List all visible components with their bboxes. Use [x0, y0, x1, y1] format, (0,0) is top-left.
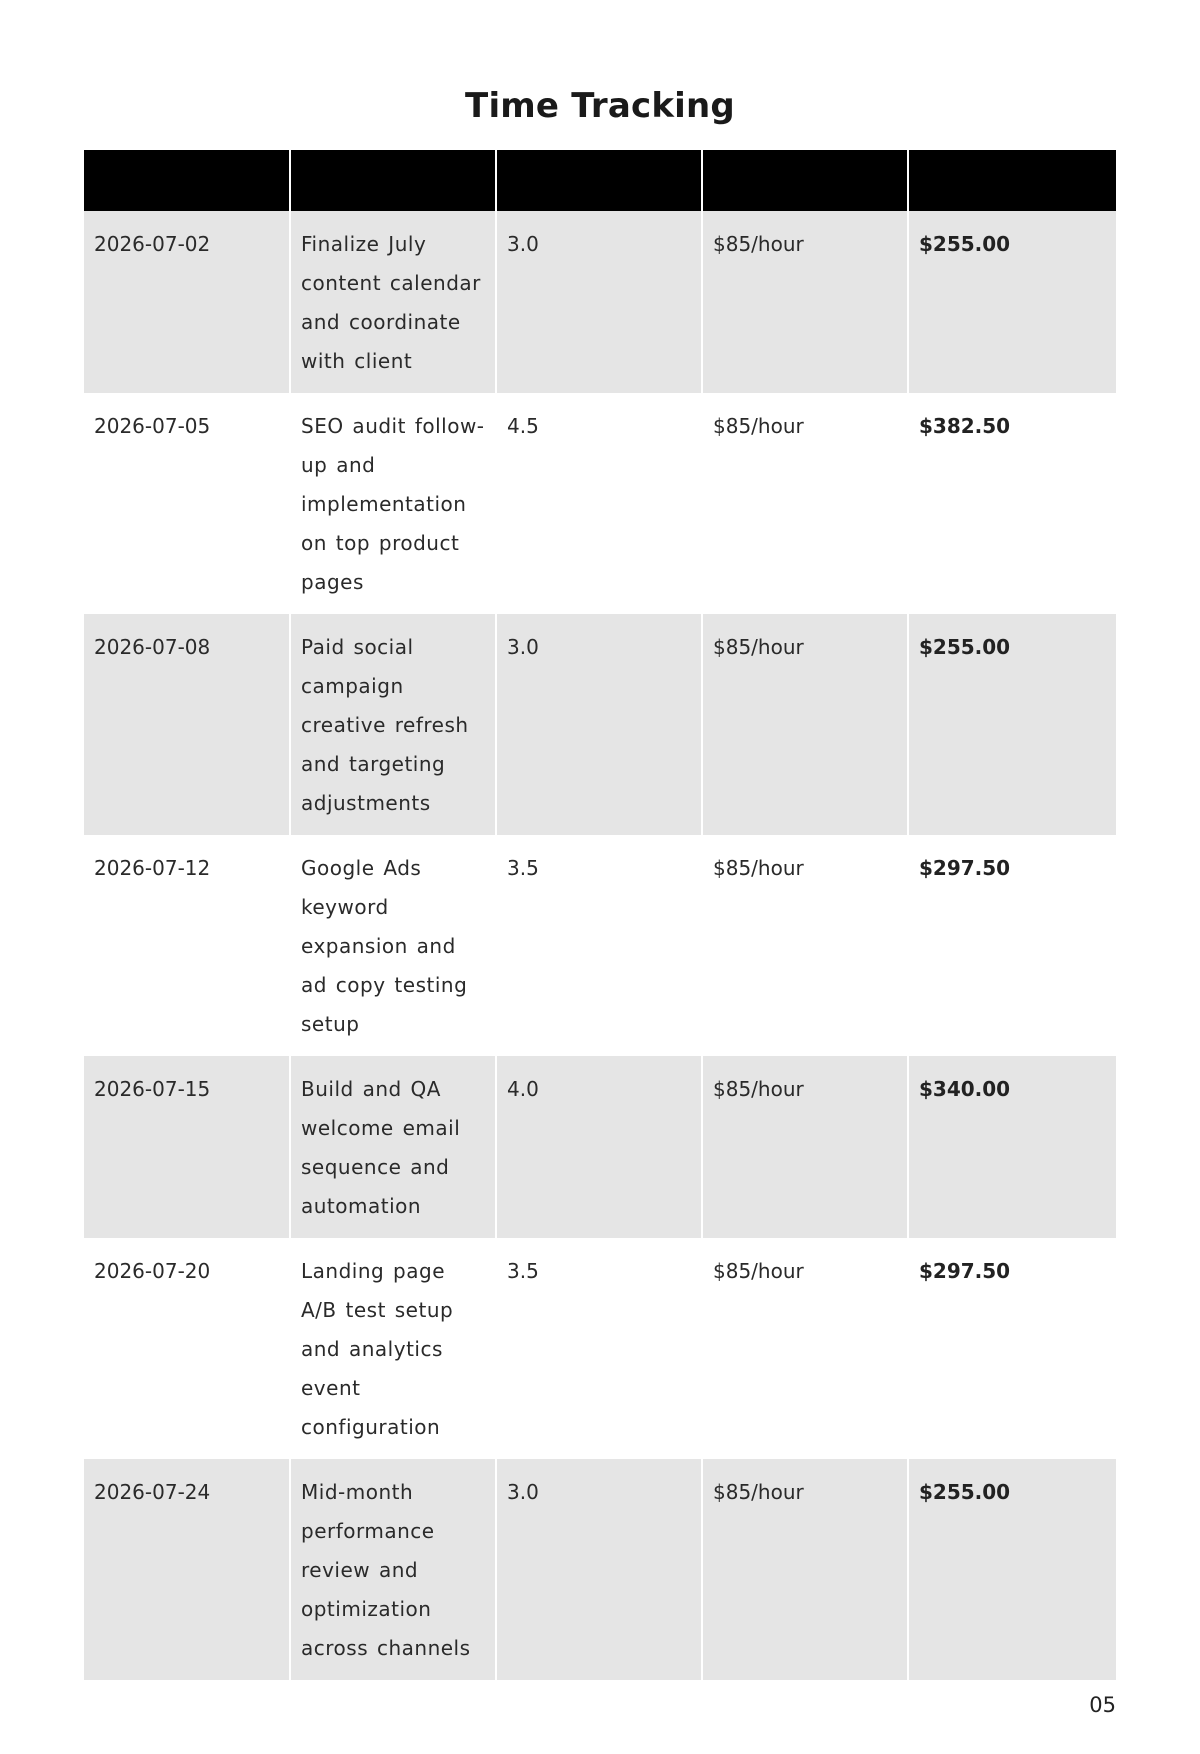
- table-row: [84, 211, 1116, 393]
- cell-amount: $382.50: [908, 393, 1116, 614]
- cell-hours: 3.0: [496, 1459, 702, 1680]
- cell-date: 2026-07-05: [84, 393, 290, 614]
- cell-hours: 3.5: [496, 1238, 702, 1459]
- cell-date: 2026-07-02: [84, 211, 290, 393]
- table-row: [84, 1459, 1116, 1680]
- cell-description: Paid social campaign creative refresh and targeting adjustments: [290, 614, 496, 835]
- page-title: Time Tracking: [465, 86, 735, 126]
- cell-date: 2026-07-12: [84, 835, 290, 1056]
- header-cell-date: [84, 150, 290, 211]
- cell-description: Google Ads keyword expansion and ad copy testing setup: [290, 835, 496, 1056]
- header-cell-description: [290, 150, 496, 211]
- table-row: [84, 1238, 1116, 1459]
- cell-rate: $85/hour: [702, 1056, 908, 1238]
- cell-date: 2026-07-24: [84, 1459, 290, 1680]
- cell-description: Landing page A/B test setup and analytics event configuration: [290, 1238, 496, 1459]
- cell-description: Mid-month performance review and optimization across channels: [290, 1459, 496, 1680]
- cell-amount: $255.00: [908, 211, 1116, 393]
- table-row: [84, 1056, 1116, 1238]
- cell-rate: $85/hour: [702, 211, 908, 393]
- cell-description: Build and QA welcome email sequence and automation: [290, 1056, 496, 1238]
- table-row: [84, 614, 1116, 835]
- header-cell-amount: [908, 150, 1116, 211]
- page-number: 05: [1089, 1693, 1116, 1717]
- cell-amount: $255.00: [908, 1459, 1116, 1680]
- header-cell-rate: [702, 150, 908, 211]
- cell-date: 2026-07-20: [84, 1238, 290, 1459]
- cell-rate: $85/hour: [702, 614, 908, 835]
- cell-amount: $255.00: [908, 614, 1116, 835]
- cell-amount: $340.00: [908, 1056, 1116, 1238]
- header-cell-hours: [496, 150, 702, 211]
- table-row: [84, 393, 1116, 614]
- table-header-row: [84, 150, 1116, 211]
- cell-hours: 4.0: [496, 1056, 702, 1238]
- cell-rate: $85/hour: [702, 393, 908, 614]
- cell-description: SEO audit follow-up and implementation on top product pages: [290, 393, 496, 614]
- cell-rate: $85/hour: [702, 1238, 908, 1459]
- cell-rate: $85/hour: [702, 835, 908, 1056]
- cell-amount: $297.50: [908, 1238, 1116, 1459]
- cell-amount: $297.50: [908, 835, 1116, 1056]
- cell-hours: 3.5: [496, 835, 702, 1056]
- cell-hours: 3.0: [496, 211, 702, 393]
- cell-date: 2026-07-08: [84, 614, 290, 835]
- time-tracking-table: [84, 150, 1116, 1680]
- cell-rate: $85/hour: [702, 1459, 908, 1680]
- cell-description: Finalize July content calendar and coordinate with client: [290, 211, 496, 393]
- cell-hours: 3.0: [496, 614, 702, 835]
- cell-hours: 4.5: [496, 393, 702, 614]
- table-row: [84, 835, 1116, 1056]
- cell-date: 2026-07-15: [84, 1056, 290, 1238]
